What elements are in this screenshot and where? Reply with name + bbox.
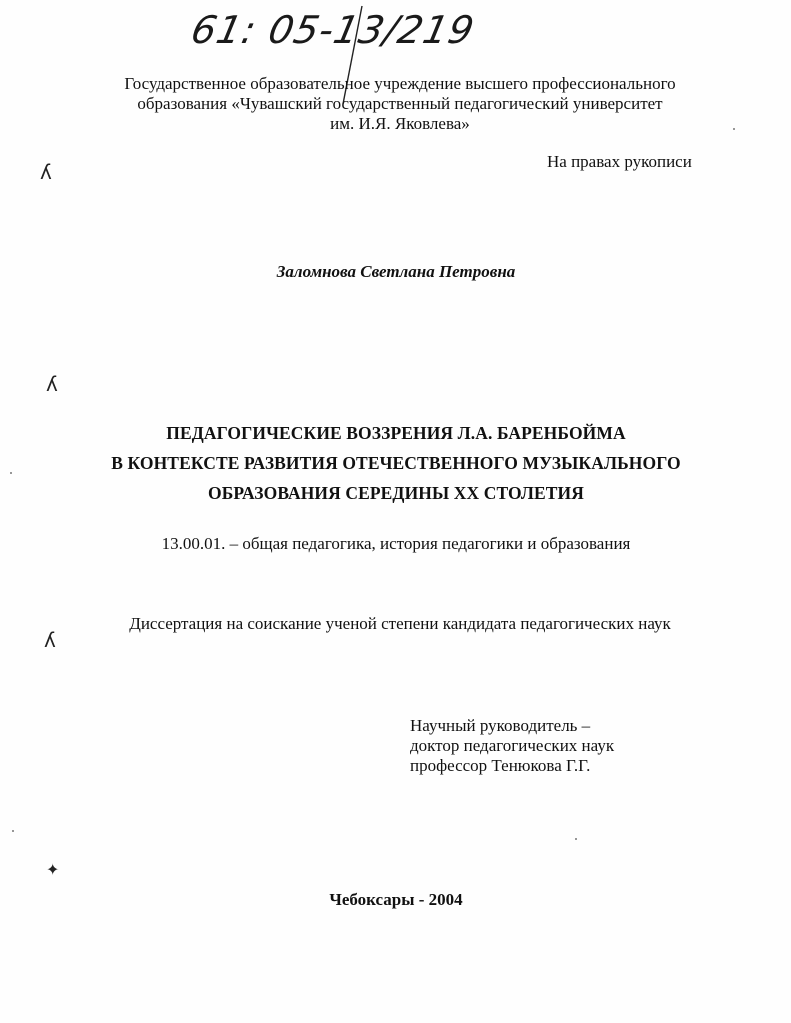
degree-statement: Диссертация на соискание ученой степени кандидата педагогических наук	[129, 614, 671, 633]
supervisor-line-3: профессор Тенюкова Г.Г.	[410, 756, 591, 775]
institution-line-1: Государственное образовательное учреждение высшего профессионального	[124, 74, 676, 93]
binding-mark-icon: ʎ	[46, 372, 58, 396]
title-line-1: ПЕДАГОГИЧЕСКИЕ ВОЗЗРЕНИЯ Л.А. БАРЕНБОЙМА	[166, 423, 626, 443]
binding-mark-icon: ʎ	[44, 628, 56, 652]
binding-mark-icon: ✦	[46, 860, 60, 879]
scan-speck	[733, 128, 735, 130]
supervisor-line-1: Научный руководитель –	[410, 716, 591, 735]
scan-speck	[12, 830, 14, 832]
rights-note: На правах рукописи	[547, 152, 692, 171]
supervisor-line-2: доктор педагогических наук	[410, 736, 615, 755]
scan-speck	[575, 838, 577, 840]
title-line-2: В КОНТЕКСТЕ РАЗВИТИЯ ОТЕЧЕСТВЕННОГО МУЗЫКАЛЬНОГО	[111, 453, 681, 473]
institution-header	[100, 74, 700, 134]
handwritten-archive-code: 61: 05-13/219	[187, 8, 479, 52]
specialty-code: 13.00.01. – общая педагогика, история педагогики и образования	[161, 534, 631, 553]
dissertation-title	[80, 418, 712, 508]
author-name: Заломнова Светлана Петровна	[276, 262, 516, 281]
institution-line-3: им. И.Я. Яковлева»	[330, 114, 470, 133]
title-line-3: ОБРАЗОВАНИЯ СЕРЕДИНЫ XX СТОЛЕТИЯ	[208, 483, 584, 503]
scan-speck	[10, 472, 12, 474]
binding-mark-icon: ʎ	[40, 160, 52, 184]
institution-line-2: образования «Чувашский государственный педагогический университет	[137, 94, 663, 113]
supervisor-block	[410, 716, 614, 776]
city-year: Чебоксары - 2004	[329, 890, 463, 909]
